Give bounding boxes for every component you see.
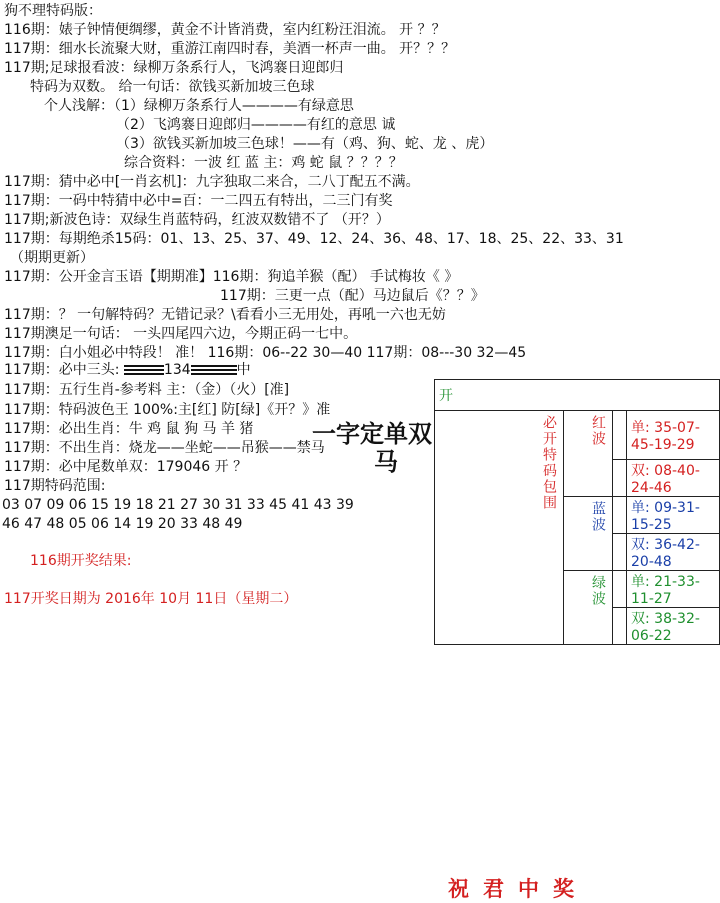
line-buchu: 117期：不出生肖：烧龙——坐蛇——吊猴——禁马 [4,440,325,456]
triple-bar-icon [124,363,164,377]
blessing-text: 祝君中奖 [448,876,588,901]
line-jiexi-2: （2）飞鸿褰日迎郎归————有红的意思 诚 [116,117,396,133]
handwritten-stamp [312,420,432,476]
box-kai: 开 [435,380,720,411]
line-yiju: 117期：？ 一句解特码？无错记录？\看看小三无用处，再吼一六也无妨 [4,307,446,323]
bose-table [434,379,720,645]
box-side-label: 必开特码包围 [435,411,564,645]
line-bose-wang: 117期：特码波色王 100%:主[红] 防[绿]《开？》准 [4,402,331,418]
group-green-name: 绿波 [564,571,613,645]
page-header: 狗不理特码版： [4,3,102,19]
line-117-poem: 117期：细水长流聚大财，重游江南四时春，美酒一杯声一曲。 开？？？ [4,41,456,57]
line-jinyan: 117期：公开金言玉语【期期准】116期：狗追羊猴（配） 手试梅妆《 》 [4,269,459,285]
line-jueshao: 117期：每期绝杀15码：01、13、25、37、49、12、24、36、48、17、18、25、22、33、31 [4,231,624,247]
line-bose-shi: 117期;新波色诗：双绿生肖蓝特码，红波双数错不了 （开？） [4,212,390,228]
group-red-shuang: 双: 08-40-24-46 [627,460,720,497]
numbers-row-1: 03 07 09 06 15 19 18 21 27 30 31 33 45 41 43 39 [2,497,354,513]
line-wuxing: 117期：五行生肖-参考料 主：（金）（火）[准] [4,382,290,398]
group-green-dan: 单: 21-33-11-27 [627,571,720,608]
line-update: （期期更新） [10,250,94,266]
line-zonghe: 综合资料：一波 红 蓝 主：鸡 蛇 鼠 ？？？？ [124,155,403,171]
line-xuanji: 117期：猜中必中[一肖玄机]：九字独取二来合，二八丁配五不满。 [4,174,420,190]
santou-number: 134 [163,362,191,378]
line-bichu: 117期：必出生肖：牛 鸡 鼠 狗 马 羊 猪 [4,421,254,437]
line-football: 117期;足球报看波：绿柳万条系行人，飞鸿褰日迎郎归 [4,60,344,76]
santou-suffix: 中 [236,362,251,378]
group-green-shuang: 双: 38-32-06-22 [627,608,720,645]
line-sangeng: 117期：三更一点（配）马边鼠后《？？》 [220,288,485,304]
line-jiexi-1: 个人浅解：（1）绿柳万条系行人————有绿意思 [44,98,354,114]
numbers-row-2: 46 47 48 05 06 14 19 20 33 48 49 [2,516,243,532]
stamp-line-1: 一字定单双 [312,419,432,448]
stamp-line-2: 马 [374,447,398,476]
group-blue-shuang: 双: 36-42-20-48 [627,534,720,571]
line-jiexi-3: （3）欲钱买新加坡三色球！——有（鸡、狗、蛇、龙 、虎） [116,136,494,152]
date-117: 117开奖日期为 2016年 10月 11日（星期二） [4,591,298,607]
line-aozu: 117期澳足一句话： 一头四尾四六边，今期正码一七中。 [4,326,358,342]
line-teduan: 117期：白小姐必中特段！ 准！ 116期：06--22 30—40 117期：08---30 32—45 [4,345,527,361]
group-red-name: 红波 [564,411,613,497]
group-red-dan: 单: 35-07-45-19-29 [627,411,720,460]
group-blue-name: 蓝波 [564,497,613,571]
triple-bar-icon [191,363,237,377]
line-santou [4,361,251,379]
group-blue-dan: 单: 09-31-15-25 [627,497,720,534]
santou-prefix: 117期：必中三头: [4,362,120,378]
line-yima: 117期：一码中特猜中必中=百：一二四五有特出，二三门有奖 [4,193,393,209]
line-weishu: 117期：必中尾数单双：179046 开 ？ [4,459,248,475]
line-116-poem: 116期：婊子钟情便绸缪，黄金不计皆消费，室内红粉汪泪流。 开 ？？ [4,22,446,38]
line-tema-shuang: 特码为双数。 给一句话：欲钱买新加坡三色球 [30,79,315,95]
result-116: 116期开奖结果: [30,553,132,569]
line-fanwei: 117期特码范围: [4,478,106,494]
